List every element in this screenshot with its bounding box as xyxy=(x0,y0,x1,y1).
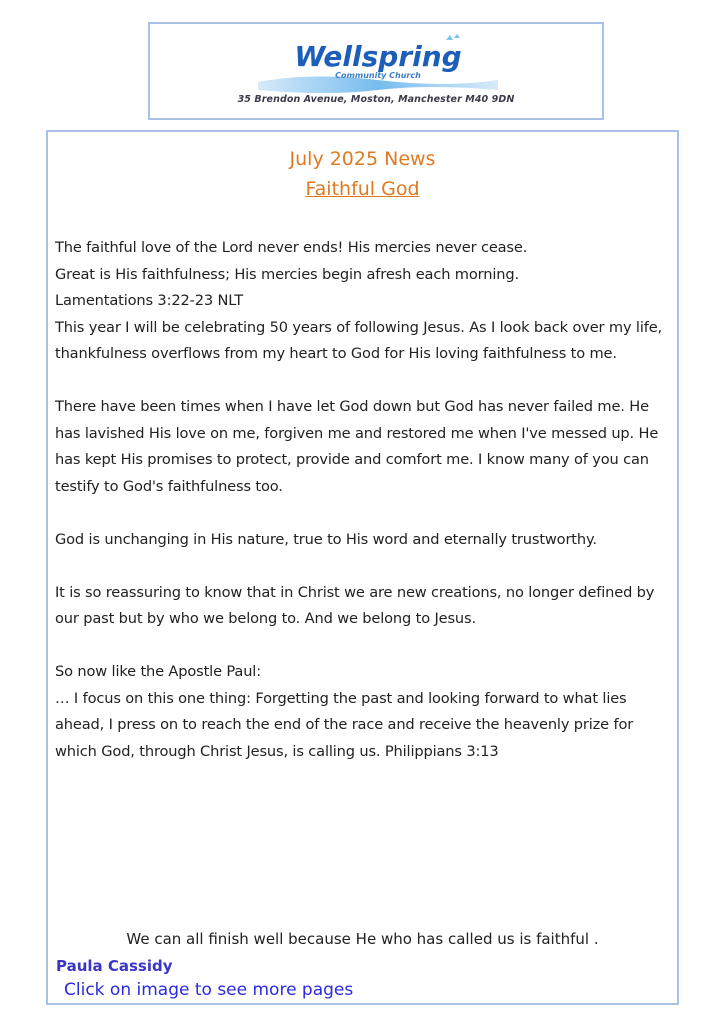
svg-text:Community Church: Community Church xyxy=(335,71,421,80)
paragraph-4: It is so reassuring to know that in Christ we are new creations, no longer defined by our past but by who we belong to. And we belong to Jesus. xyxy=(55,583,655,627)
paragraph-1: The faithful love of the Lord never ends! His mercies never cease. Great is His faithfulness; His mercies begin afresh each morning. Lamentations 3:22-23 NLT This year I will be celebrating 50 years of following Jesus. As I look back over my life, thankfulness overflows from my heart to God for His loving faithfulness to me. xyxy=(55,239,663,362)
newsletter-body xyxy=(55,235,673,765)
paragraph-5: So now like the Apostle Paul: … I focus on this one thing: Forgetting the past and looking forward to what lies ahead, I press on to reach the end of the race and receive the heavenly prize for which God, through Christ Jesus, is calling us. Philippians 3:13 xyxy=(55,663,634,760)
newsletter-page[interactable] xyxy=(46,130,679,1005)
closing-line: We can all finish well because He who has called us is faithful . xyxy=(126,930,599,948)
church-header xyxy=(148,22,604,120)
svg-text:Wellspring: Wellspring xyxy=(294,40,462,73)
church-address: 35 Brendon Avenue, Moston, Manchester M40 9DN xyxy=(237,94,515,105)
paragraph-3: God is unchanging in His nature, true to His word and eternally trustworthy. xyxy=(55,530,597,548)
paragraph-2: There have been times when I have let God down but God has never failed me. He has lavished His love on me, forgiven me and restored me when I've messed up. He has kept His promises to protect, provide and comfort me. I know many of you can testify to God's faithfulness too. xyxy=(55,398,659,495)
wellspring-logo xyxy=(250,34,506,96)
more-pages-link[interactable]: Click on image to see more pages xyxy=(64,980,354,1000)
newsletter-subtitle: Faithful God xyxy=(305,178,420,200)
author-signature: Paula Cassidy xyxy=(56,957,173,975)
newsletter-title: July 2025 News xyxy=(289,148,436,170)
